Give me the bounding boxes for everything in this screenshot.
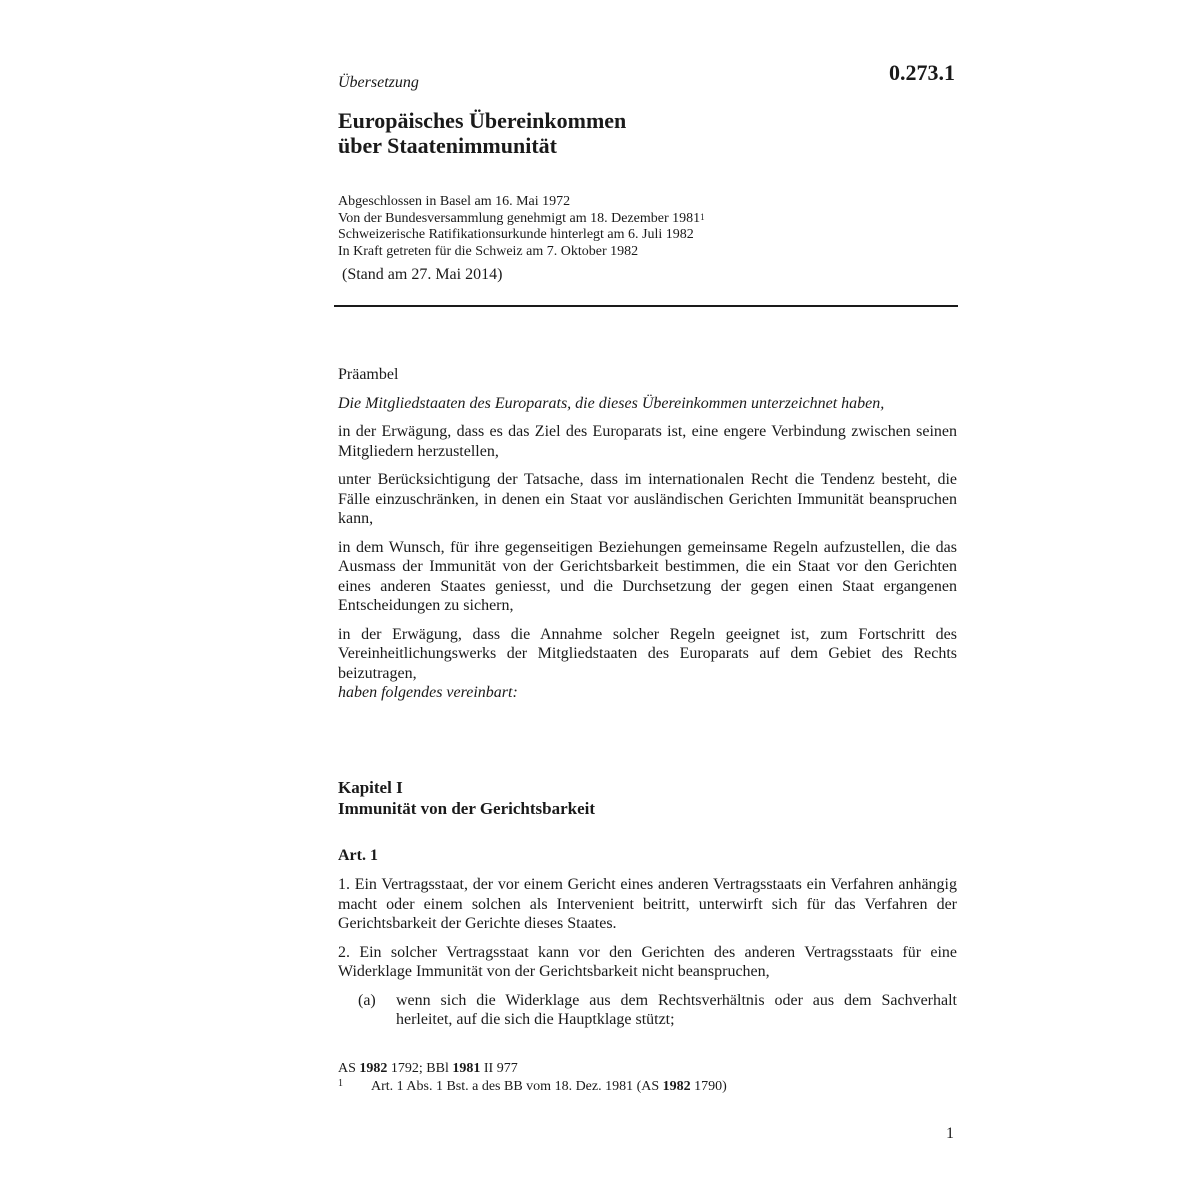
footnote-text-end: 1790) xyxy=(694,1079,727,1094)
footnote-text: Art. 1 Abs. 1 Bst. a des BB vom 18. Dez. 1981 (AS xyxy=(371,1079,660,1094)
meta-ratification: Schweizerische Ratifikationsurkunde hinterlegt am 6. Juli 1982 xyxy=(338,227,694,242)
article-item-a xyxy=(338,991,957,1030)
footnotes xyxy=(338,1060,957,1096)
chapter-label: Kapitel I xyxy=(338,778,403,797)
meta-approved-text: Von der Bundesversammlung genehmigt am 18. Dezember 1981 xyxy=(338,210,701,226)
article-heading: Art. 1 xyxy=(338,847,378,864)
translation-label: Übersetzung xyxy=(338,74,419,91)
as-page: 1792; BBl xyxy=(390,1061,449,1076)
page-number: 1 xyxy=(946,1125,954,1142)
document-metadata xyxy=(338,194,705,260)
title-line-2: über Staatenimmunität xyxy=(338,133,557,158)
preamble-paragraph: in dem Wunsch, für ihre gegenseitigen Beziehungen gemeinsame Regeln aufzustellen, die das Ausmass der Immunität von der Gerichtsbarkeit bestimmen, die ein Staat vor den Gerichten eines anderen Staates geniesst, und die Durchsetzung der gegen einen Staat ergangenen Entscheidungen zu sichern, xyxy=(338,538,957,614)
preamble-paragraph: in der Erwägung, dass die Annahme solcher Regeln geeignet ist, zum Fortschritt des Vereinheitlichungswerks der Mitgliedstaaten des Europarats auf dem Gebiet des Rechts beizutragen, xyxy=(338,625,957,682)
bbl-ref: II 977 xyxy=(483,1061,518,1076)
meta-concluded: Abgeschlossen in Basel am 16. Mai 1972 xyxy=(338,194,571,209)
title-line-1: Europäisches Übereinkommen xyxy=(338,108,627,133)
article-body xyxy=(338,875,957,1030)
footnote-year: 1982 xyxy=(662,1079,691,1094)
document-number: 0.273.1 xyxy=(889,60,955,85)
chapter-title: Immunität von der Gerichtsbarkeit xyxy=(338,799,596,818)
preamble-intro: Die Mitgliedstaaten des Europarats, die dieses Übereinkommen unterzeichnet haben, xyxy=(338,394,885,412)
preamble-closing: haben folgendes vereinbart: xyxy=(338,684,518,701)
footnote-1 xyxy=(338,1078,957,1096)
item-label: (a) xyxy=(358,991,376,1009)
header-divider xyxy=(334,305,958,307)
chapter-heading xyxy=(338,777,595,819)
meta-approved xyxy=(338,211,705,228)
preamble-paragraph: in der Erwägung, dass es das Ziel des Europarats ist, eine engere Verbindung zwischen seinen Mitgliedern herzustellen, xyxy=(338,423,957,460)
source-reference xyxy=(338,1060,957,1078)
footnote-ref[interactable]: 1 xyxy=(700,211,705,222)
bbl-year: 1981 xyxy=(452,1061,481,1076)
preamble xyxy=(338,365,957,703)
item-text: wenn sich die Widerklage aus dem Rechtsverhältnis oder aus dem Sachverhalt herleitet, auf die sich die Hauptklage stützt; xyxy=(396,991,957,1028)
footnote-number: 1 xyxy=(338,1078,343,1089)
article-paragraph-1: 1. Ein Vertragsstaat, der vor einem Gericht eines anderen Vertragsstaats ein Verfahren anhängig macht oder einem solchen als Intervenient beitritt, unterwirft sich für das Verfahren der Gerichtsbarkeit der Gerichte dieses Staates. xyxy=(338,876,957,932)
meta-in-force: In Kraft getreten für die Schweiz am 7. Oktober 1982 xyxy=(338,243,639,259)
as-year: 1982 xyxy=(359,1061,388,1076)
document-title xyxy=(338,108,626,158)
article-paragraph-2: 2. Ein solcher Vertragsstaat kann vor den Gerichten des anderen Vertragsstaats für eine Widerklage Immunität von der Gerichtsbarkeit nicht beanspruchen, xyxy=(338,943,957,980)
preamble-paragraph: unter Berücksichtigung der Tatsache, dass im internationalen Recht die Tendenz besteht, die Fälle einzuschränken, in denen ein Staat vor ausländischen Gerichten Immunität beanspruchen kann, xyxy=(338,471,957,527)
as-prefix: AS xyxy=(338,1061,356,1076)
status-date: (Stand am 27. Mai 2014) xyxy=(342,266,503,283)
preamble-heading: Präambel xyxy=(338,366,399,383)
